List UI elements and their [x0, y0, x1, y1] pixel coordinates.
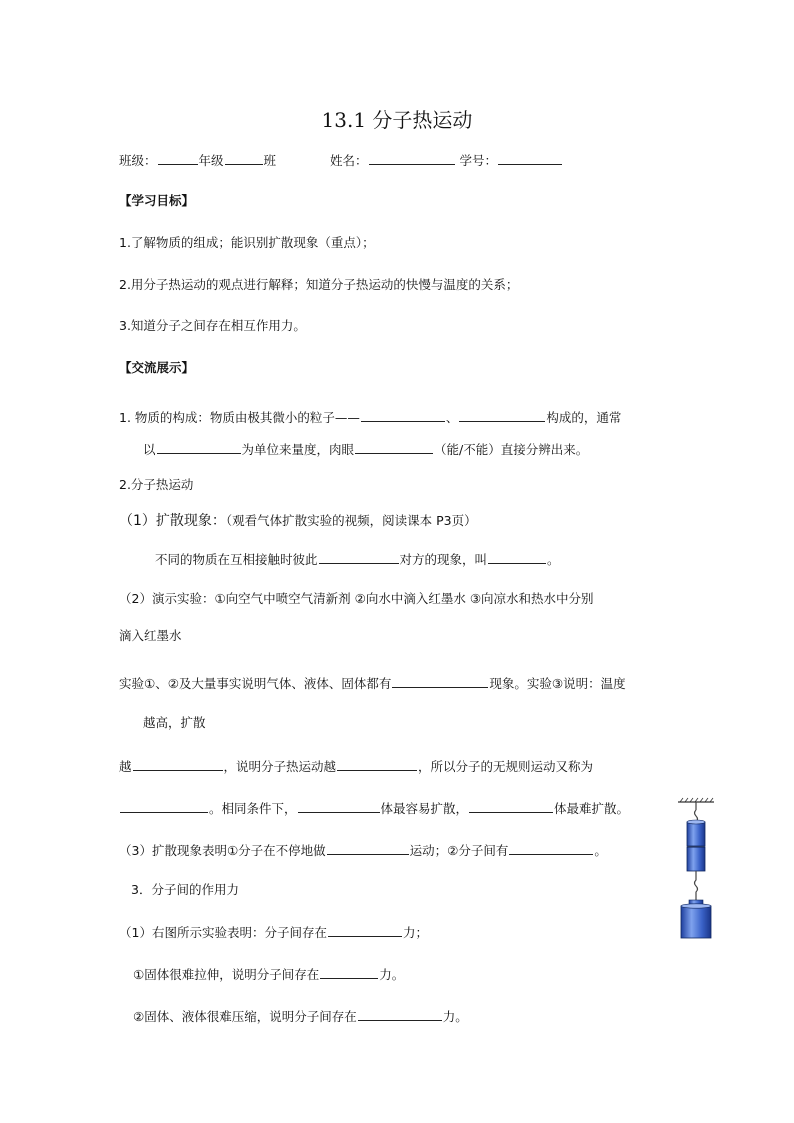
- q3-text-b: 力；: [402, 925, 428, 940]
- q2-part1-definition: [155, 550, 560, 568]
- exp-blank-2[interactable]: [133, 757, 223, 771]
- grade-blank[interactable]: [158, 151, 198, 165]
- q2-def-text-b: 对方的现象，叫: [399, 552, 488, 567]
- q3-blank-3[interactable]: [358, 1007, 442, 1021]
- q1-blank-3[interactable]: [157, 440, 241, 454]
- q1-text-b: 、: [445, 410, 459, 425]
- goal-3: 3.知道分子之间存在相互作用力。: [119, 318, 306, 333]
- q1-blank-2[interactable]: [459, 408, 545, 422]
- q1-text-a: 1. 物质的构成：物质由极其微小的粒子——: [119, 410, 360, 425]
- q3-sub1-text-a: ①固体很难拉伸，说明分子间存在: [133, 967, 320, 982]
- experiment-line-1: [119, 674, 626, 692]
- q2-blank-1[interactable]: [319, 550, 399, 564]
- exp-blank-5[interactable]: [298, 799, 380, 813]
- q3-sub2-line: [133, 1007, 468, 1025]
- exp-blank-3[interactable]: [337, 757, 417, 771]
- q1-text-d: 以: [143, 442, 156, 457]
- q2-p3-blank-2[interactable]: [509, 841, 593, 855]
- q3-heading: 3．分子间的作用力: [131, 882, 239, 897]
- experiment-line-3: [119, 757, 593, 775]
- q2-p3-text-a: （3）扩散现象表明①分子在不停地做: [119, 843, 326, 858]
- q1-text-f: （能/不能）直接分辨出来。: [434, 442, 589, 457]
- q3-blank-1[interactable]: [328, 923, 402, 937]
- goal-2: 2.用分子热运动的观点进行解释；知道分子热运动的快慢与温度的关系；: [119, 277, 519, 292]
- experiment-line-2: 越高，扩散: [143, 715, 206, 730]
- q1-line-1: [119, 408, 621, 426]
- q3-blank-2[interactable]: [320, 965, 378, 979]
- q2-p3-text-c: 。: [594, 843, 607, 858]
- exp-text-b: 现象。实验③说明：温度: [489, 676, 626, 691]
- q1-text-c: 构成的，通常: [546, 410, 622, 425]
- q2-blank-2[interactable]: [488, 550, 546, 564]
- class-label: 班级：: [119, 153, 157, 168]
- q2-p3-blank-1[interactable]: [327, 841, 409, 855]
- exp-text-a: 实验①、②及大量事实说明气体、液体、固体都有: [119, 676, 392, 691]
- q2-part1-note: （观看气体扩散实验的视频，阅读课本 P3页）: [225, 513, 477, 528]
- student-info-line: [119, 151, 563, 169]
- q3-text-a: （1）右图所示实验表明：分子间存在: [119, 925, 327, 940]
- q3-part1-line: [119, 923, 428, 941]
- q2-def-text-c: 。: [547, 552, 560, 567]
- page-title: 13.1 分子热运动: [321, 108, 473, 132]
- goals-heading: 【学习目标】: [119, 193, 195, 208]
- q2-heading: 2.分子热运动: [119, 477, 194, 492]
- exp-blank-1[interactable]: [392, 674, 488, 688]
- exp-text-f: ，所以分子的无规则运动又称为: [418, 759, 594, 774]
- q3-sub2-text-a: ②固体、液体很难压缩，说明分子间存在: [133, 1009, 357, 1024]
- q2-def-text-a: 不同的物质在互相接触时彼此: [155, 552, 318, 567]
- exp-text-d: 越: [119, 759, 132, 774]
- exp-text-i: 体最难扩散。: [554, 801, 630, 816]
- q1-text-e: 为单位来量度，肉眼: [241, 442, 355, 457]
- q3-sub1-line: [133, 965, 404, 983]
- q2-part1-label: （1）扩散现象：: [119, 513, 226, 529]
- q1-line-2: [143, 440, 588, 458]
- name-blank[interactable]: [369, 151, 455, 165]
- q2-part2-line-1: （2）演示实验：①向空气中喷空气清新剂 ②向水中滴入红墨水 ③向凉水和热水中分别: [119, 591, 594, 606]
- q3-sub1-text-b: 力。: [379, 967, 405, 982]
- student-id-blank[interactable]: [498, 151, 562, 165]
- exp-blank-4[interactable]: [120, 799, 208, 813]
- experiment-line-4: [119, 799, 629, 817]
- student-id-label: 学号：: [459, 153, 498, 168]
- q2-part1-line: [119, 513, 477, 529]
- name-label: 姓名：: [330, 153, 368, 168]
- q3-sub2-text-b: 力。: [442, 1009, 468, 1024]
- exp-text-h: 体最容易扩散，: [380, 801, 469, 816]
- goal-1: 1.了解物质的组成；能识别扩散现象（重点）；: [119, 235, 375, 250]
- exchange-heading: 【交流展示】: [119, 360, 195, 375]
- class-blank[interactable]: [225, 151, 263, 165]
- q2-p3-text-b: 运动；②分子间有: [409, 843, 509, 858]
- exp-blank-6[interactable]: [469, 799, 553, 813]
- class-suffix: 班: [263, 153, 277, 168]
- q1-blank-4[interactable]: [355, 440, 433, 454]
- q2-part2-line-2: 滴入红墨水: [119, 628, 182, 643]
- exp-text-e: ，说明分子热运动越: [223, 759, 337, 774]
- exp-text-g: 。相同条件下，: [209, 801, 297, 816]
- q1-blank-1[interactable]: [361, 408, 445, 422]
- lead-cylinders-hanging-weight-icon: [676, 796, 716, 946]
- grade-label: 年级: [198, 153, 224, 168]
- q2-part3-line: [119, 841, 607, 859]
